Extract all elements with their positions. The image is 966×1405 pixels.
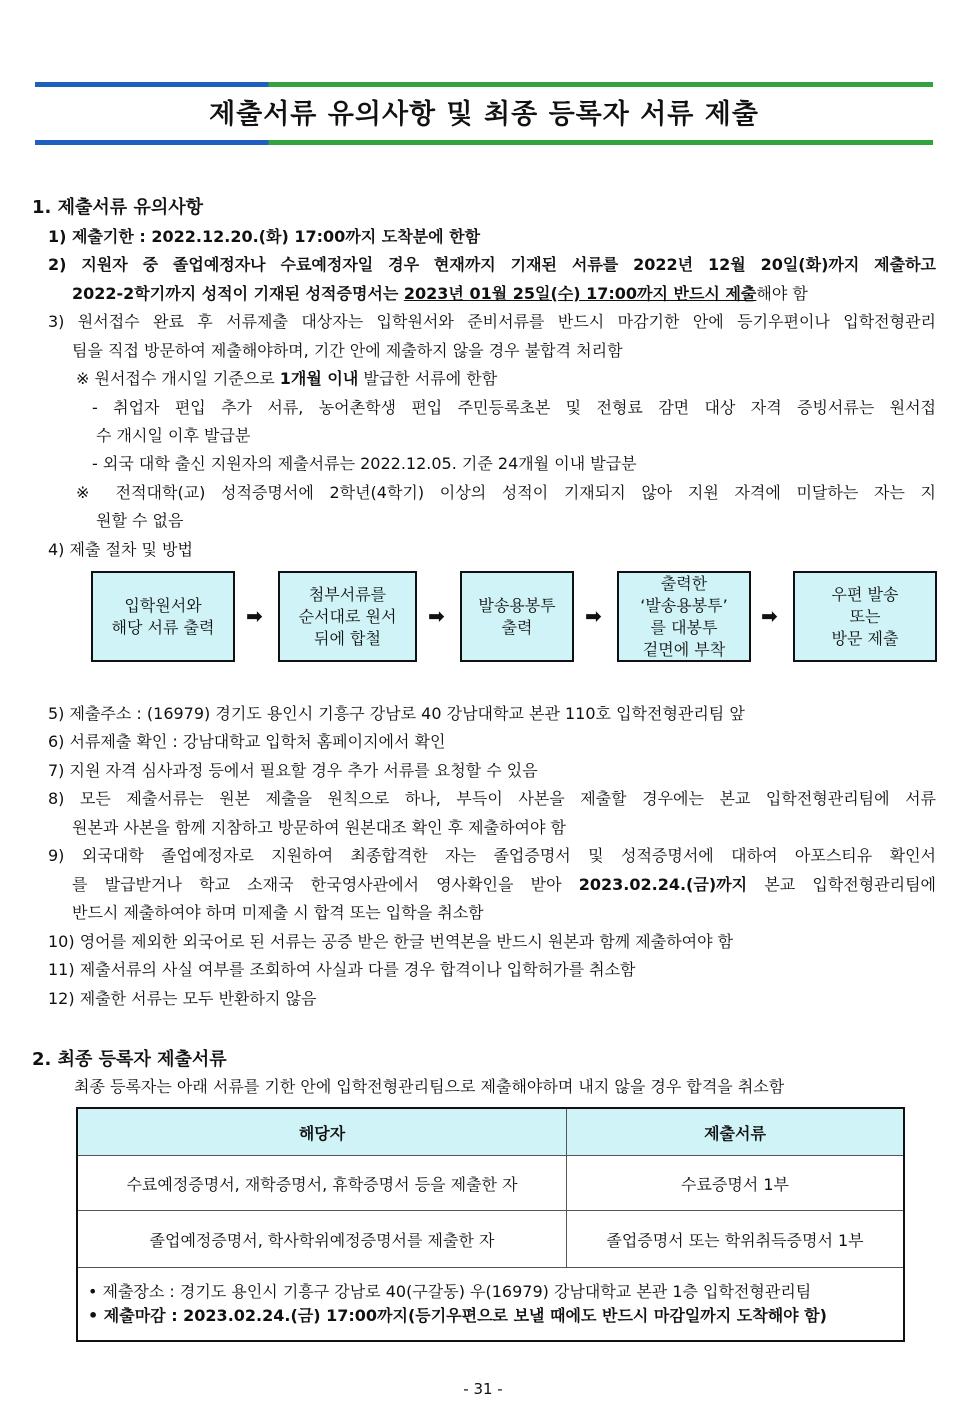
- registration-table: [76, 1107, 905, 1342]
- section2-heading: 2. 최종 등록자 제출서류: [32, 1049, 227, 1070]
- submission-deadline: • 제출마감 : 2023.02.24.(금) 17:00까지(등기우편으로 보낼 때에도 반드시 마감일까지 도착해야 함): [88, 1306, 827, 1325]
- item7: 7) 지원 자격 심사과정 등에서 필요할 경우 추가 서류를 요청할 수 있음: [48, 761, 538, 780]
- dash2: - 외국 대학 출신 지원자의 제출서류는 2022.12.05. 기준 24개월 이내 발급분: [92, 454, 637, 473]
- item2-deadline: 2023년 01월 25일(수) 17:00까지 반드시 제출: [403, 284, 757, 303]
- item9-deadline: 2023.02.24.(금)까지: [578, 875, 748, 894]
- item3-line2: 팀을 직접 방문하여 제출해야하며, 기간 안에 제출하지 않을 경우 불합격 처리함: [72, 341, 623, 360]
- title-banner: [35, 82, 933, 148]
- item2-line2: [72, 283, 808, 305]
- item9-line2a: 를 발급받거나 학교 소재국 한국영사관에서 영사확인을 받아: [72, 875, 579, 894]
- item2-line1: 2) 지원자 중 졸업예정자나 수료예정자일 경우 현재까지 기재된 서류를 2022년 12월 20일(화)까지 제출하고: [48, 255, 936, 274]
- table-note-row: [77, 1268, 904, 1342]
- item9-line2c: 본교 입학전형관리팀에: [747, 875, 936, 894]
- item2-line2c: 해야 함: [756, 284, 808, 303]
- item10: 10) 영어를 제외한 외국어로 된 서류는 공증 받은 한글 번역본을 반드시 원본과 함께 제출하여야 함: [48, 932, 734, 951]
- note1b: 1개월 이내: [279, 369, 359, 388]
- item1: 1) 제출기한 : 2022.12.20.(화) 17:00까지 도착분에 한함: [48, 227, 481, 246]
- table-row: [77, 1156, 904, 1211]
- table-cell: 졸업증명서 또는 학위취득증명서 1부: [567, 1211, 905, 1268]
- item11: 11) 제출서류의 사실 여부를 조회하여 사실과 다를 경우 합격이나 입학허가를 취소함: [48, 960, 636, 979]
- page-number: - 31 -: [463, 1380, 503, 1398]
- flow-step-3-text: 발송용봉투 출력: [478, 595, 556, 637]
- flow-arrow-4: ➡: [761, 604, 778, 628]
- flow-step-5: [793, 571, 937, 662]
- flow-step-5-text: 우편 발송 또는 방문 제출: [831, 584, 899, 648]
- flow-step-4: [617, 571, 751, 662]
- page-title: 제출서류 유의사항 및 최종 등록자 서류 제출: [209, 99, 759, 130]
- item5: 5) 제출주소 : (16979) 경기도 용인시 기흥구 강남로 40 강남대학교 본관 110호 입학전형관리팀 앞: [48, 704, 745, 723]
- item9-line3: 반드시 제출하여야 하며 미제출 시 합격 또는 입학을 취소함: [72, 903, 484, 922]
- item4: 4) 제출 절차 및 방법: [48, 540, 193, 559]
- flow-arrow-3: ➡: [585, 604, 602, 628]
- flow-arrow-1: ➡: [246, 604, 263, 628]
- dash1-line1: - 취업자 편입 추가 서류, 농어촌학생 편입 주민등록초본 및 전형료 감면 대상 자격 증빙서류는 원서접: [92, 398, 936, 417]
- item12: 12) 제출한 서류는 모두 반환하지 않음: [48, 989, 317, 1008]
- item8-line2: 원본과 사본을 함께 지참하고 방문하여 원본대조 확인 후 제출하여야 함: [72, 818, 566, 837]
- note1a: ※ 원서접수 개시일 기준으로: [76, 369, 280, 388]
- table-header-row: [77, 1108, 904, 1156]
- section1-heading: 1. 제출서류 유의사항: [32, 197, 203, 218]
- item9-line1: 9) 외국대학 졸업예정자로 지원하여 최종합격한 자는 졸업증명서 및 성적증명서에 대하여 아포스티유 확인서: [48, 846, 936, 865]
- header-applicant: 해당자: [77, 1108, 567, 1156]
- flow-arrow-2: ➡: [428, 604, 445, 628]
- flow-step-2: [278, 571, 417, 662]
- note2-line2: 원할 수 없음: [96, 511, 184, 530]
- section2-intro: 최종 등록자는 아래 서류를 기한 안에 입학전형관리팀으로 제출해야하며 내지 않을 경우 합격을 취소함: [74, 1077, 785, 1096]
- title-top-bar: [35, 82, 933, 87]
- table-cell: 수료예정증명서, 재학증명서, 휴학증명서 등을 제출한 자: [77, 1156, 567, 1211]
- title-bottom-bar: [35, 140, 933, 145]
- item8-line1: 8) 모든 제출서류는 원본 제출을 원칙으로 하나, 부득이 사본을 제출할 경우에는 본교 입학전형관리팀에 서류: [48, 789, 936, 808]
- flow-step-4-text: 출력한 ‘발송용봉투’ 를 대봉투 겉면에 부착: [640, 573, 728, 659]
- flow-step-1: [91, 571, 235, 662]
- table-note-cell: [77, 1268, 904, 1342]
- note2-line1: ※ 전적대학(교) 성적증명서에 2학년(4학기) 이상의 성적이 기재되지 않아 지원 자격에 미달하는 자는 지: [76, 483, 936, 502]
- flow-step-2-text: 첨부서류를 순서대로 원서 뒤에 합철: [298, 584, 397, 648]
- header-documents: 제출서류: [567, 1108, 905, 1156]
- flow-step-1-text: 입학원서와 해당 서류 출력: [111, 595, 215, 637]
- dash1-line2: 수 개시일 이후 발급분: [96, 426, 251, 445]
- note1c: 발급한 서류에 한함: [358, 369, 498, 388]
- submission-place: • 제출장소 : 경기도 용인시 기흥구 강남로 40(구갈동) 우(16979) 강남대학교 본관 1층 입학전형관리팀: [88, 1282, 812, 1301]
- note1: [76, 368, 497, 390]
- flow-step-3: [460, 571, 574, 662]
- item6: 6) 서류제출 확인 : 강남대학교 입학처 홈페이지에서 확인: [48, 732, 446, 751]
- item2-line2a: 2022-2학기까지 성적이 기재된 성적증명서는: [72, 284, 404, 303]
- table-cell: 수료증명서 1부: [567, 1156, 905, 1211]
- table-row: [77, 1211, 904, 1268]
- table-cell: 졸업예정증명서, 학사학위예정증명서를 제출한 자: [77, 1211, 567, 1268]
- item3-line1: 3) 원서접수 완료 후 서류제출 대상자는 입학원서와 준비서류를 반드시 마감기한 안에 등기우편이나 입학전형관리: [48, 312, 936, 331]
- item9-line2: [72, 874, 936, 896]
